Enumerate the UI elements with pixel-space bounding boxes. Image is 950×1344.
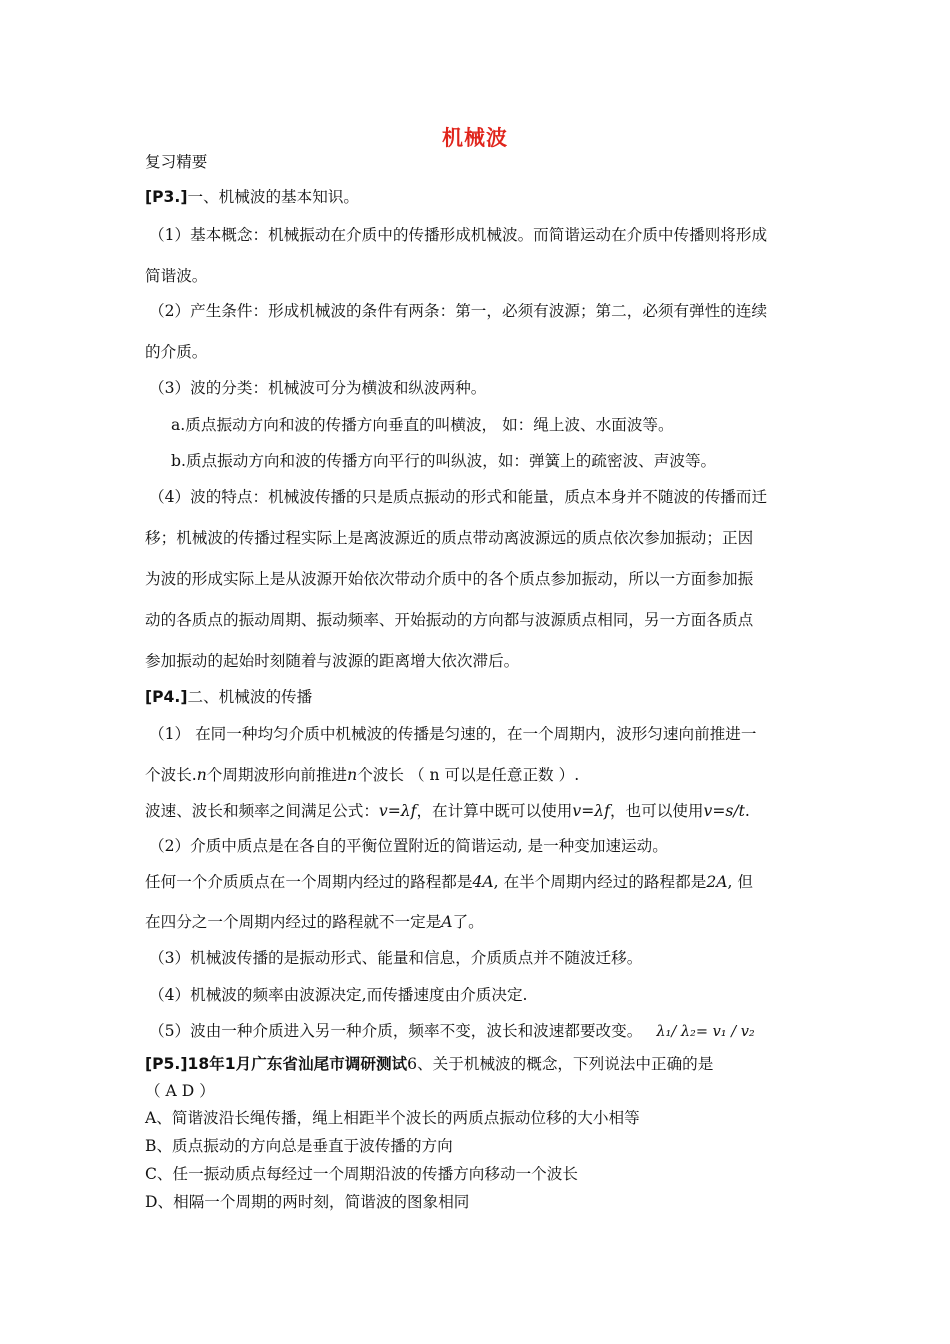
paragraph-line: 为波的形成实际上是从波源开始依次带动介质中的各个质点参加振动，所以一方面参加振: [145, 570, 754, 588]
option-b: B、质点振动的方向总是垂直于波传播的方向: [145, 1137, 453, 1155]
paragraph-line: （2）产生条件：形成机械波的条件有两条：第一，必须有波源；第二，必须有弹性的连续: [149, 302, 768, 320]
paragraph-line: （3）机械波传播的是振动形式、能量和信息，介质质点并不随波迁移。: [149, 949, 643, 967]
paragraph-line: 简谐波。: [145, 267, 208, 285]
paragraph-line: （4）波的特点：机械波传播的只是质点振动的形式和能量，质点本身并不随波的传播而迁: [149, 488, 768, 506]
section-tag: [P5.]: [145, 1055, 188, 1073]
paragraph-line: 在四分之一个周期内经过的路程就不一定是A了。: [145, 913, 484, 931]
option-d: D、相隔一个周期的两时刻，简谐波的图象相同: [145, 1193, 470, 1211]
paragraph-line: （1）基本概念：机械振动在介质中的传播形成机械波。而简谐运动在介质中传播则将形成: [149, 226, 768, 244]
formula-line: 波速、波长和频率之间满足公式：v=λf，在计算中既可以使用v=λf，也可以使用v=s/t.: [145, 802, 750, 820]
paragraph-line: 的介质。: [145, 343, 208, 361]
question-stem: 6、关于机械波的概念，下列说法中正确的是: [407, 1055, 714, 1073]
paragraph-line: （5）波由一种介质进入另一种介质，频率不变，波长和波速都要改变。 λ₁/ λ₂= v₁ / v₂: [149, 1022, 755, 1040]
section-title: 一、机械波的基本知识。: [187, 188, 360, 206]
section-title: 二、机械波的传播: [187, 688, 313, 706]
paragraph-line: 任何一个介质质点在一个周期内经过的路程都是4A, 在半个周期内经过的路程都是2A, 但: [145, 873, 754, 891]
option-c: C、任一振动质点每经过一个周期沿波的传播方向移动一个波长: [145, 1165, 578, 1183]
list-item: b.质点振动方向和波的传播方向平行的叫纵波，如：弹簧上的疏密波、声波等。: [171, 452, 717, 470]
section-tag: [P4.]: [145, 688, 188, 706]
paragraph-line: 动的各质点的振动周期、振动频率、开始振动的方向都与波源质点相同，另一方面各质点: [145, 611, 754, 629]
paragraph-line: 移；机械波的传播过程实际上是离波源近的质点带动离波源远的质点依次参加振动；正因: [145, 529, 754, 547]
paragraph-line: （2）介质中质点是在各自的平衡位置附近的简谐运动, 是一种变加速运动。: [149, 837, 668, 855]
section-tag: [P3.]: [145, 188, 188, 206]
page-title: 机械波: [442, 126, 508, 150]
question-heading: [145, 1054, 713, 1074]
option-a: A、简谐波沿长绳传播，绳上相距半个波长的两质点振动位移的大小相等: [145, 1109, 640, 1127]
list-item: a.质点振动方向和波的传播方向垂直的叫横波， 如：绳上波、水面波等。: [171, 416, 674, 434]
paragraph-line: 个波长.n个周期波形向前推进n个波长 （ n 可以是任意正数 ）.: [145, 766, 580, 784]
section-2-heading: [145, 687, 312, 707]
paragraph-line: （3）波的分类：机械波可分为横波和纵波两种。: [149, 379, 487, 397]
paragraph-line: （1） 在同一种均匀介质中机械波的传播是匀速的，在一个周期内，波形匀速向前推进一: [149, 725, 757, 743]
paragraph-line: 参加振动的起始时刻随着与波源的距离增大依次滞后。: [145, 652, 520, 670]
section-1-heading: [145, 187, 359, 207]
wavelength-ratio-formula: λ₁/ λ₂= v₁ / v₂: [656, 1024, 755, 1040]
answer-key: （ A D ）: [145, 1082, 215, 1100]
intro-label: 复习精要: [145, 153, 208, 171]
paragraph-line: （4）机械波的频率由波源决定,而传播速度由介质决定.: [149, 986, 528, 1004]
question-source: 18年1月广东省汕尾市调研测试: [187, 1055, 408, 1073]
